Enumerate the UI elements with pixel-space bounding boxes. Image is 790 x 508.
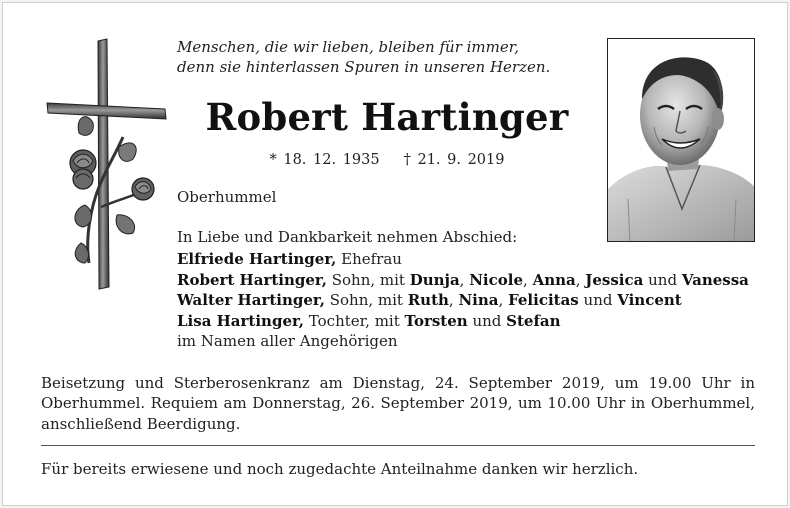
divider (41, 445, 755, 446)
death-date: † 21. 9. 2019 (403, 152, 505, 168)
grandchild-name: Dunja (409, 270, 460, 289)
quote-line-1: Menschen, die wir lieben, bleiben für immer, (177, 38, 520, 56)
deceased-name: Robert Hartinger (205, 95, 569, 139)
grandchild-name: Stefan (506, 311, 561, 330)
conjunction: und (643, 270, 682, 289)
obituary-notice (2, 2, 788, 506)
grandchild-name: Vanessa (681, 270, 749, 289)
portrait-photo (607, 38, 755, 242)
thanks-note: Für bereits erwiesene und noch zugedachte Anteilnahme danken wir herzlich. (41, 460, 639, 478)
relatives-line: im Namen aller Angehörigen (177, 332, 398, 351)
mourner-name: Walter Hartinger, (177, 291, 325, 310)
grandchild-name: Anna (532, 270, 576, 289)
mourner-relation: Ehefrau (336, 250, 402, 269)
hometown: Oberhummel (177, 188, 277, 206)
mourner-line: Robert Hartinger, Sohn, mit Dunja, Nicole, Anna, Jessica und Vanessa (177, 270, 749, 289)
grandchild-name: Felicitas (508, 291, 579, 310)
mourner-name: Elfriede Hartinger, (177, 250, 337, 269)
grandchild-name: Jessica (585, 270, 644, 289)
mourner-line: Walter Hartinger, Sohn, mit Ruth, Nina, Felicitas und Vincent (177, 291, 682, 310)
mourner-line (177, 311, 767, 331)
mourners-block (177, 227, 767, 351)
mourner-name: Lisa Hartinger, (177, 311, 305, 330)
farewell-intro: In Liebe und Dankbarkeit nehmen Abschied: (177, 228, 518, 246)
quote-line-2: denn sie hinterlassen Spuren in unseren Herzen. (177, 58, 551, 76)
birth-date: * 18. 12. 1935 (269, 152, 380, 168)
grandchild-name: Vincent (617, 291, 682, 310)
mourner-relation: Sohn, mit (324, 291, 408, 310)
conjunction: und (578, 291, 618, 310)
grandchild-name: Nicole (469, 270, 524, 289)
grandchild-name: Ruth (407, 291, 449, 310)
grandchild-name: Torsten (404, 311, 468, 330)
memorial-quote (177, 37, 587, 77)
portrait-photo-icon (608, 39, 755, 242)
funeral-service-info: Beisetzung und Sterberosenkranz am Dienstag, 24. September 2019, um 19.00 Uhr in Oberhummel. Requiem am Donnerstag, 26. September 2019, um 10.00 Uhr in Oberhummel, anschließend Beerdigung. (41, 374, 755, 433)
conjunction: und (467, 311, 507, 330)
mourner-line (177, 249, 767, 269)
life-dates (177, 150, 597, 170)
grandchild-name: Nina (458, 291, 499, 310)
mourner-relation: Sohn, mit (326, 270, 410, 289)
cross-with-roses-icon (41, 37, 171, 293)
mourner-list (177, 249, 767, 331)
mourner-name: Robert Hartinger, (177, 270, 327, 289)
mourner-relation: Tochter, mit (304, 311, 405, 330)
